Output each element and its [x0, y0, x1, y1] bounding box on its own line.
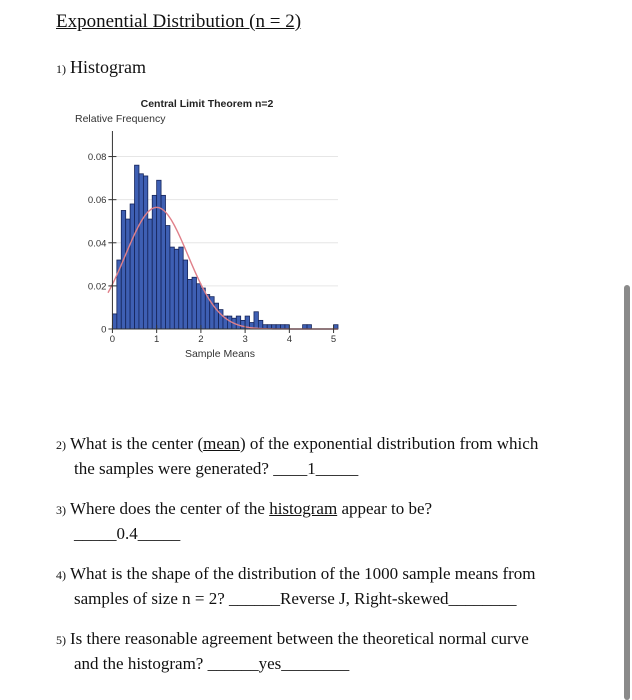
histogram-chart [60, 92, 350, 372]
question-line-2 [56, 652, 596, 675]
question-2 [56, 432, 596, 480]
histogram-bar [126, 219, 130, 329]
question-line-2 [56, 587, 596, 610]
x-tick-label: 4 [286, 334, 292, 345]
x-axis-label: Sample Means [184, 348, 256, 360]
answer-blank: _____0.4_____ [74, 524, 181, 543]
histogram-bar [152, 195, 156, 329]
x-tick-label: 2 [198, 334, 204, 345]
histogram-bar [166, 226, 170, 329]
question-text: What is the center ( [70, 434, 204, 453]
question-line-1 [56, 629, 529, 648]
question-text: Where does the center of the [70, 499, 270, 518]
question-4 [56, 562, 596, 610]
histogram-bar [161, 195, 165, 329]
underlined-term: histogram [269, 499, 338, 518]
histogram-bar [112, 314, 116, 329]
question-line-2 [56, 457, 596, 480]
question-text-end: appear to be? [337, 499, 433, 518]
question-number: 3) [56, 503, 66, 517]
histogram-bar [196, 284, 200, 329]
x-tick-label: 1 [154, 334, 160, 345]
answer-blank: ______Reverse J, Right-skewed________ [229, 589, 517, 608]
section-number: 1) [56, 62, 66, 76]
histogram-bar [157, 180, 161, 329]
x-tick-label: 0 [109, 334, 116, 345]
histogram-bar [143, 176, 147, 329]
histogram-bar [188, 279, 192, 329]
histogram-bar [201, 288, 205, 329]
histogram-bar [139, 174, 143, 329]
question-text-cont: and the histogram? [74, 654, 208, 673]
histogram-bar [130, 204, 134, 329]
histogram-bar [254, 312, 258, 329]
histogram-bar [241, 320, 245, 329]
underlined-term: mean [203, 434, 240, 453]
answer-blank: ____1_____ [273, 459, 359, 478]
histogram-bar [258, 320, 262, 329]
chart-title: Central Limit Theorem n=2 [140, 98, 274, 110]
y-tick-label: 0.04 [87, 238, 107, 250]
section-label: Histogram [70, 57, 146, 77]
question-text-end: ) of the exponential distribution from which [239, 434, 539, 453]
question-text: Is there reasonable agreement between the theoretical normal curve [70, 629, 529, 648]
x-tick-label: 5 [330, 334, 337, 345]
question-number: 4) [56, 568, 66, 582]
section-histogram-heading [56, 57, 146, 78]
question-number: 2) [56, 438, 66, 452]
histogram-svg [60, 92, 350, 372]
vertical-scrollbar[interactable] [624, 285, 630, 700]
question-line-1 [56, 434, 538, 453]
histogram-bar [183, 260, 187, 329]
histogram-bar [121, 210, 125, 329]
document-title: Exponential Distribution (n = 2) [56, 11, 302, 32]
y-tick-label: 0.08 [87, 152, 107, 164]
question-5 [56, 627, 596, 675]
question-line-2 [56, 522, 596, 545]
question-text-cont: the samples were generated? [74, 459, 274, 478]
histogram-bar [135, 165, 139, 329]
histogram-bar [174, 249, 178, 329]
question-line-1 [56, 499, 432, 518]
question-line-1 [56, 564, 536, 583]
question-text: What is the shape of the distribution of the 1000 sample means from [70, 564, 536, 583]
y-tick-label: 0.06 [87, 195, 107, 207]
question-3 [56, 497, 596, 545]
y-axis-label: Relative Frequency [75, 113, 166, 125]
x-tick-label: 3 [242, 334, 248, 345]
histogram-bar [192, 277, 196, 329]
y-tick-label: 0.02 [87, 281, 107, 293]
histogram-bar [148, 219, 152, 329]
histogram-bar [179, 247, 183, 329]
y-tick-label: 0 [101, 324, 107, 336]
histogram-bar [236, 316, 240, 329]
answer-blank: ______yes________ [207, 654, 350, 673]
question-number: 5) [56, 633, 66, 647]
histogram-bar [170, 247, 174, 329]
question-text-cont: samples of size n = 2? [74, 589, 229, 608]
